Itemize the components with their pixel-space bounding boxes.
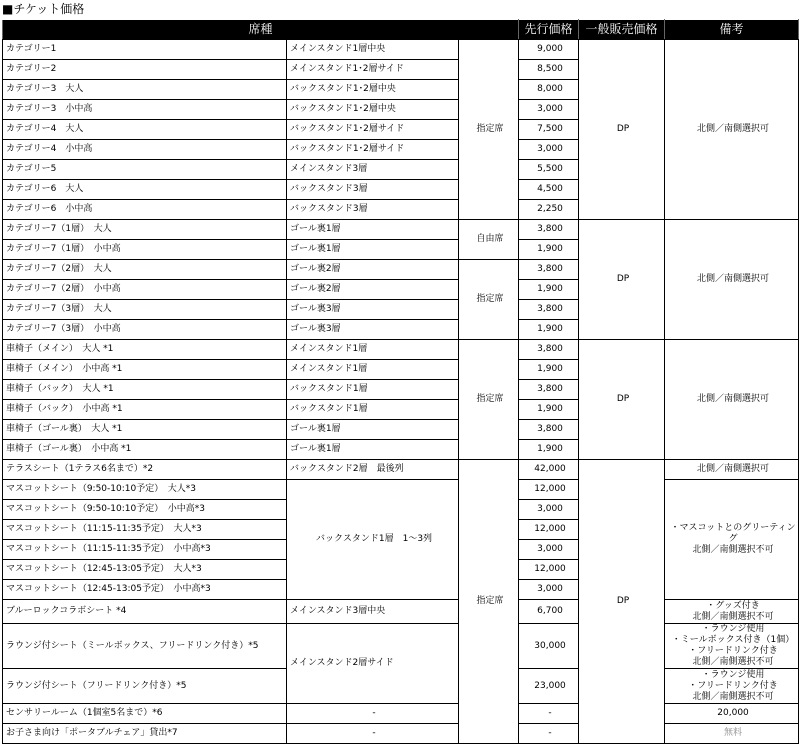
seat-name: カテゴリー5: [3, 160, 287, 180]
seat-name: カテゴリー3 小中高: [3, 100, 287, 120]
advance-price: 1,900: [519, 360, 579, 380]
seat-location: ゴール裏1層: [287, 440, 459, 460]
advance-price: 3,800: [519, 300, 579, 320]
table-row: [3, 460, 799, 480]
table-row: [3, 600, 799, 624]
seat-location: バックスタンド1･2層サイド: [287, 140, 459, 160]
seat-name: 車椅子（メイン） 大人 *1: [3, 340, 287, 360]
notes: ・ラウンジ使用 ・ミールボックス付き（1個） ・フリードリンク付き 北側／南側選択不可: [665, 624, 799, 669]
table-row: [3, 724, 799, 744]
seat-name: 車椅子（バック） 大人 *1: [3, 380, 287, 400]
advance-price: 3,800: [519, 340, 579, 360]
advance-price: 3,000: [519, 500, 579, 520]
notes: 北側／南側選択可: [665, 460, 799, 480]
header-seat-type: 席種: [3, 20, 519, 40]
page-title: ■チケット価格: [2, 2, 85, 16]
advance-price: 30,000: [519, 624, 579, 669]
advance-price: 12,000: [519, 520, 579, 540]
seat-name: マスコットシート（9:50-10:10予定） 大人*3: [3, 480, 287, 500]
header-advance-price: 先行価格: [519, 20, 579, 40]
advance-price: 20,000: [665, 704, 799, 724]
general-price: DP: [579, 220, 665, 340]
seat-location: バックスタンド3層: [287, 200, 459, 220]
advance-price: 1,900: [519, 320, 579, 340]
advance-price: 3,800: [519, 220, 579, 240]
seat-location: バックスタンド2層 最後列: [287, 460, 459, 480]
seat-name: 車椅子（バック） 小中高 *1: [3, 400, 287, 420]
general-price: DP: [579, 40, 665, 220]
seat-name: カテゴリー7（2層） 小中高: [3, 280, 287, 300]
seat-location: メインスタンド1層: [287, 360, 459, 380]
advance-price: 3,800: [519, 420, 579, 440]
advance-price: 6,700: [519, 600, 579, 624]
seat-name: ブルーロックコラボシート *4: [3, 600, 287, 624]
seat-location: バックスタンド1層: [287, 400, 459, 420]
advance-price: 12,000: [519, 560, 579, 580]
seat-location: ゴール裏1層: [287, 420, 459, 440]
seat-name: マスコットシート（9:50-10:10予定） 小中高*3: [3, 500, 287, 520]
seat-category: -: [519, 724, 579, 744]
seat-name: カテゴリー2: [3, 60, 287, 80]
seat-name: カテゴリー7（3層） 小中高: [3, 320, 287, 340]
advance-price: 3,000: [519, 140, 579, 160]
table-row: [3, 40, 799, 60]
advance-price: 3,800: [519, 260, 579, 280]
advance-price: 8,500: [519, 60, 579, 80]
advance-price: 3,800: [519, 380, 579, 400]
advance-price: 1,900: [519, 440, 579, 460]
advance-price: 4,500: [519, 180, 579, 200]
seat-name: カテゴリー7（2層） 大人: [3, 260, 287, 280]
notes: ・マスコットとのグリーティング 北側／南側選択不可: [665, 480, 799, 600]
seat-name: マスコットシート（12:45-13:05予定） 大人*3: [3, 560, 287, 580]
table-row: [3, 340, 799, 360]
seat-location: バックスタンド1･2層中央: [287, 80, 459, 100]
seat-name: カテゴリー1: [3, 40, 287, 60]
seat-category: 指定席: [459, 340, 519, 460]
notes: 北側／南側選択可: [665, 340, 799, 460]
seat-name: カテゴリー7（1層） 小中高: [3, 240, 287, 260]
seat-location: メインスタンド1･2層サイド: [287, 60, 459, 80]
seat-location: メインスタンド3層: [287, 160, 459, 180]
advance-price: 1,900: [519, 400, 579, 420]
advance-price: 3,000: [519, 580, 579, 600]
seat-location: ゴール裏2層: [287, 260, 459, 280]
header-general-price: 一般販売価格: [579, 20, 665, 40]
seat-category: -: [519, 704, 579, 724]
seat-location: ゴール裏2層: [287, 280, 459, 300]
advance-price: 1,900: [519, 280, 579, 300]
advance-price: 3,000: [519, 540, 579, 560]
seat-location: メインスタンド3層中央: [287, 600, 459, 624]
seat-location: ゴール裏1層: [287, 240, 459, 260]
advance-price: 5,500: [519, 160, 579, 180]
seat-location: ゴール裏1層: [287, 220, 459, 240]
table-row: [3, 624, 799, 669]
advance-price: 12,000: [519, 480, 579, 500]
seat-location: バックスタンド1･2層中央: [287, 100, 459, 120]
seat-location: バックスタンド1層 1～3列: [287, 480, 459, 600]
notes: ・ラウンジ使用 ・フリードリンク付き 北側／南側選択不可: [665, 669, 799, 704]
header-notes: 備考: [665, 20, 799, 40]
seat-location: -: [287, 704, 459, 724]
ticket-price-table: [2, 19, 799, 744]
seat-name: カテゴリー3 大人: [3, 80, 287, 100]
seat-name: カテゴリー7（3層） 大人: [3, 300, 287, 320]
seat-name: カテゴリー4 小中高: [3, 140, 287, 160]
seat-location: メインスタンド1層中央: [287, 40, 459, 60]
seat-category: 指定席: [459, 40, 519, 220]
seat-name: お子さま向け「ポータブルチェア」貸出*7: [3, 724, 287, 744]
table-row: [3, 704, 799, 724]
advance-price: 1,900: [519, 240, 579, 260]
seat-category: 指定席: [459, 460, 519, 744]
seat-name: マスコットシート（12:45-13:05予定） 小中高*3: [3, 580, 287, 600]
seat-name: テラスシート（1テラス6名まで）*2: [3, 460, 287, 480]
advance-price: 7,500: [519, 120, 579, 140]
seat-location: ゴール裏3層: [287, 300, 459, 320]
seat-name: ラウンジ付シート（フリードリンク付き）*5: [3, 669, 287, 704]
table-row: [3, 220, 799, 240]
notes: ・グッズ付き 北側／南側選択不可: [665, 600, 799, 624]
seat-location: バックスタンド1層: [287, 380, 459, 400]
seat-name: センサリールーム（1個室5名まで）*6: [3, 704, 287, 724]
seat-name: 車椅子（ゴール裏） 小中高 *1: [3, 440, 287, 460]
seat-location: バックスタンド1･2層サイド: [287, 120, 459, 140]
seat-name: ラウンジ付シート（ミールボックス、フリードリンク付き）*5: [3, 624, 287, 669]
seat-name: カテゴリー6 小中高: [3, 200, 287, 220]
advance-price: 8,000: [519, 80, 579, 100]
seat-location: バックスタンド3層: [287, 180, 459, 200]
seat-location: -: [287, 724, 459, 744]
seat-location: メインスタンド1層: [287, 340, 459, 360]
advance-price: 2,250: [519, 200, 579, 220]
seat-name: 車椅子（ゴール裏） 大人 *1: [3, 420, 287, 440]
seat-name: マスコットシート（11:15-11:35予定） 小中高*3: [3, 540, 287, 560]
table-header-row: [3, 20, 799, 40]
seat-location: メインスタンド2層サイド: [287, 624, 459, 704]
advance-price: 無料: [665, 724, 799, 744]
general-price: DP: [579, 460, 665, 744]
seat-name: カテゴリー6 大人: [3, 180, 287, 200]
advance-price: 9,000: [519, 40, 579, 60]
seat-name: マスコットシート（11:15-11:35予定） 大人*3: [3, 520, 287, 540]
advance-price: 3,000: [519, 100, 579, 120]
notes: 北側／南側選択可: [665, 40, 799, 220]
advance-price: 23,000: [519, 669, 579, 704]
notes: 北側／南側選択可: [665, 220, 799, 340]
seat-name: 車椅子（メイン） 小中高 *1: [3, 360, 287, 380]
seat-category: 自由席: [459, 220, 519, 260]
seat-location: ゴール裏3層: [287, 320, 459, 340]
general-price: DP: [579, 340, 665, 460]
seat-name: カテゴリー4 大人: [3, 120, 287, 140]
advance-price: 42,000: [519, 460, 579, 480]
table-row: [3, 480, 799, 500]
seat-category: 指定席: [459, 260, 519, 340]
seat-name: カテゴリー7（1層） 大人: [3, 220, 287, 240]
